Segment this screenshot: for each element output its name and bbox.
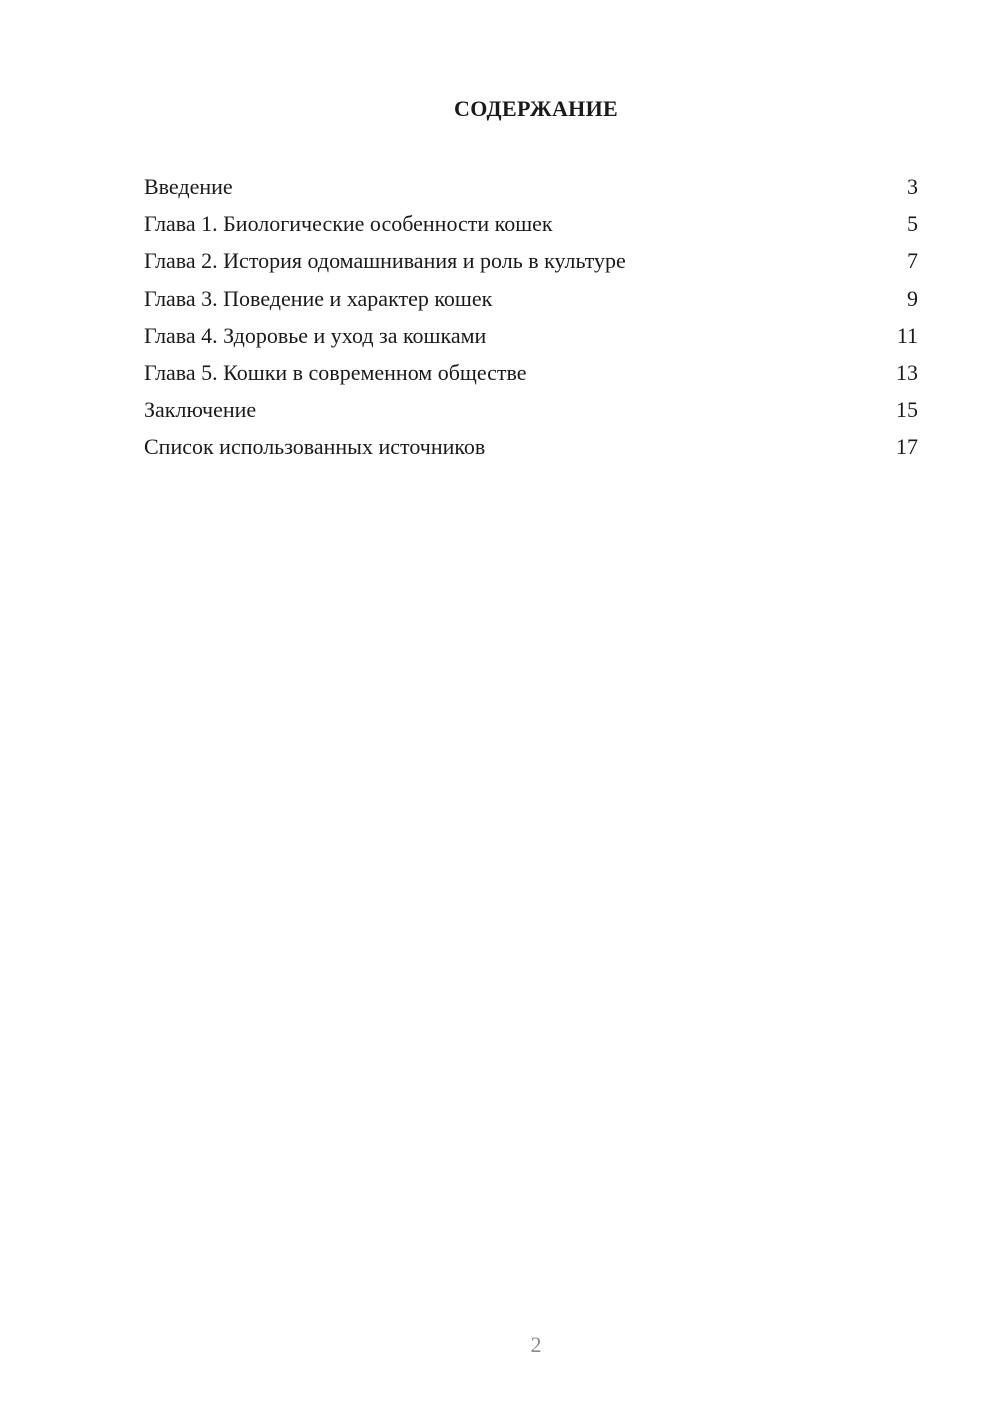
toc-entry-chapter-1 bbox=[144, 205, 918, 242]
toc-entry-references bbox=[144, 428, 918, 465]
toc-entry-title: Глава 2. История одомашнивания и роль в культуре bbox=[144, 248, 626, 274]
toc-entry-title: Глава 1. Биологические особенности кошек bbox=[144, 211, 553, 237]
toc-heading: СОДЕРЖАНИЕ bbox=[454, 96, 618, 121]
toc-entry-title: Глава 5. Кошки в современном обществе bbox=[144, 359, 527, 385]
toc-entry-page: 9 bbox=[907, 285, 918, 311]
toc-entry-chapter-5 bbox=[144, 354, 918, 391]
toc-entry-title: Введение bbox=[144, 174, 233, 199]
toc-entry-chapter-3 bbox=[144, 280, 918, 317]
toc-entry-conclusion bbox=[144, 391, 918, 428]
toc-entry-chapter-4 bbox=[144, 317, 918, 354]
toc-entry-page: 11 bbox=[896, 322, 918, 348]
table-of-contents bbox=[144, 168, 918, 466]
toc-entry-page: 7 bbox=[907, 248, 918, 274]
toc-entry-title: Глава 4. Здоровье и уход за кошками bbox=[144, 322, 487, 348]
toc-entry-title: Заключение bbox=[144, 397, 257, 423]
toc-entry-page: 3 bbox=[907, 174, 918, 199]
toc-entry-title: Глава 3. Поведение и характер кошек bbox=[144, 285, 493, 311]
toc-entry-title: Список использованных источников bbox=[144, 434, 486, 460]
page-number: 2 bbox=[530, 1332, 542, 1357]
toc-entry-page: 5 bbox=[907, 211, 918, 237]
toc-entry-introduction bbox=[144, 168, 918, 205]
toc-entry-page: 15 bbox=[896, 397, 918, 423]
toc-entry-page: 17 bbox=[896, 434, 918, 460]
toc-entry-page: 13 bbox=[896, 359, 918, 385]
toc-entry-chapter-2 bbox=[144, 242, 918, 279]
